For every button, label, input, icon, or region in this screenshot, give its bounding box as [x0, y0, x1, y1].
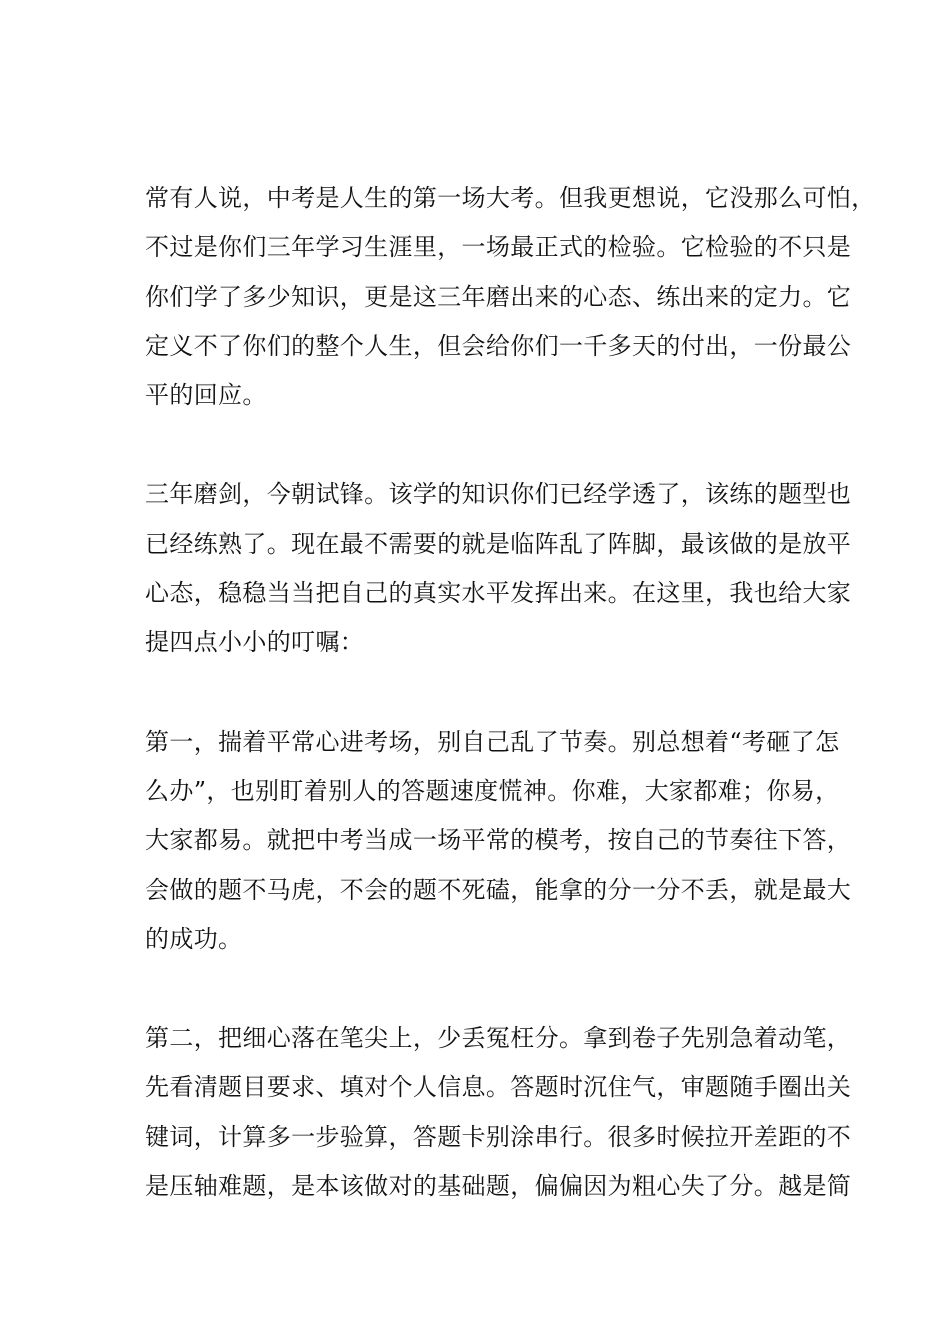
text-line: 已经练熟了。现在最不需要的就是临阵乱了阵脚，最该做的是放平 — [145, 529, 852, 558]
paragraph-gap — [145, 964, 817, 1014]
text-line: 第一，揣着平常心进考场，别自己乱了节奏。别总想着“考砸了怎 — [145, 727, 840, 756]
text-line: 常有人说，中考是人生的第一场大考。但我更想说，它没那么可怕， — [145, 184, 876, 212]
paragraph-gap — [145, 420, 817, 470]
text-line: 平的回应。 — [145, 381, 267, 410]
text-line: 会做的题不马虎，不会的题不死磕，能拿的分一分不丢，就是最大 — [145, 875, 852, 904]
text-line: 提四点小小的叮嘱： — [145, 628, 365, 657]
paragraph-gap — [145, 668, 817, 718]
text-line: 么办”，也别盯着别人的答题速度慌神。你难，大家都难；你易， — [145, 776, 840, 805]
text-line: 的成功。 — [145, 924, 243, 953]
paragraph-1 — [145, 174, 876, 420]
paragraph-4 — [145, 1014, 852, 1211]
text-line: 三年磨剑，今朝试锋。该学的知识你们已经学透了，该练的题型也 — [145, 480, 852, 509]
paragraph-2 — [145, 470, 852, 667]
text-line: 是压轴难题，是本该做对的基础题，偏偏因为粗心失了分。越是简 — [145, 1172, 852, 1201]
text-line: 心态，稳稳当当把自己的真实水平发挥出来。在这里，我也给大家 — [145, 579, 852, 608]
text-line: 第二，把细心落在笔尖上，少丢冤枉分。拿到卷子先别急着动笔， — [145, 1024, 852, 1053]
text-line: 键词，计算多一步验算，答题卡别涂串行。很多时候拉开差距的不 — [145, 1122, 852, 1151]
paragraph-3 — [145, 718, 852, 964]
text-line: 你们学了多少知识，更是这三年磨出来的心态、练出来的定力。它 — [145, 282, 852, 311]
document-body — [145, 174, 876, 1211]
text-line: 不过是你们三年学习生涯里，一场最正式的检验。它检验的不只是 — [145, 233, 852, 262]
text-line: 大家都易。就把中考当成一场平常的模考，按自己的节奏往下答， — [145, 826, 852, 855]
text-line: 先看清题目要求、填对个人信息。答题时沉住气，审题随手圈出关 — [145, 1073, 852, 1102]
text-line: 定义不了你们的整个人生，但会给你们一千多天的付出，一份最公 — [145, 331, 852, 360]
